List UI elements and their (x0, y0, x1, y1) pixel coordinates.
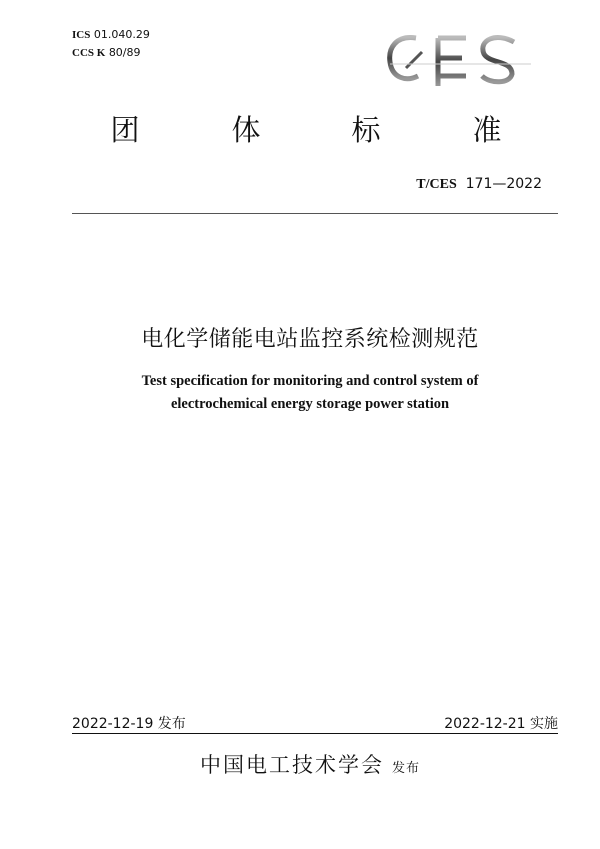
publisher: 中国电工技术学会 发布 (199, 753, 420, 777)
classification-codes (72, 26, 150, 62)
ces-logo (386, 30, 531, 90)
standard-type-char: 体 (231, 113, 261, 147)
title-english: Test specification for monitoring and control system of electrochemical energy storage power station (141, 373, 479, 412)
standard-type-char: 标 (351, 113, 381, 147)
ccs-code: CCS K 80/89 (72, 46, 141, 59)
title-chinese: 电化学储能电站监控系统检测规范 (141, 327, 479, 352)
footer-divider (72, 733, 558, 734)
ics-code: ICS 01.040.29 (72, 28, 150, 41)
issue-date: 2022-12-19 发布 (72, 716, 186, 732)
header-divider (72, 213, 558, 214)
standard-number: T/CES 171—2022 (416, 176, 542, 192)
standard-type-char: 团 (110, 113, 140, 147)
standard-type-char: 准 (472, 113, 502, 147)
implementation-date: 2022-12-21 实施 (444, 716, 558, 732)
